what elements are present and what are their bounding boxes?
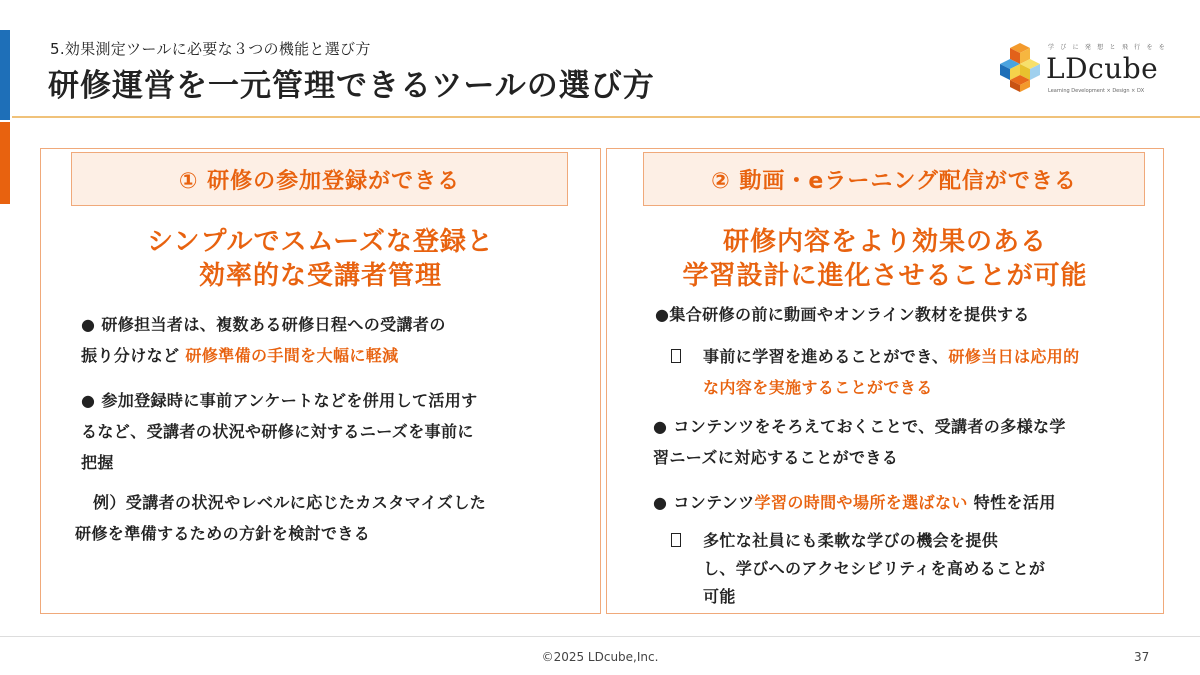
- right-point-3-text-a: ● コンテンツ: [653, 493, 755, 512]
- accent-bar-orange: [0, 122, 10, 204]
- page-title: 研修運営を一元管理できるツールの選び方: [48, 68, 655, 104]
- left-point-1: [81, 309, 446, 371]
- right-point-1-sub: [671, 341, 1080, 403]
- right-point-2: [653, 411, 1066, 473]
- page-number: 37: [1134, 650, 1150, 664]
- left-example: [75, 487, 486, 549]
- right-headline-line-1: 研修内容をより効果のある: [722, 227, 1047, 257]
- right-point-1-sub-line-1: [671, 341, 1080, 372]
- left-example-line-2: 研修を準備するための方針を検討できる: [75, 524, 371, 543]
- right-point-3: [653, 487, 1056, 518]
- left-point-2-line-1: ● 参加登録時に事前アンケートなどを併用して活用す: [81, 391, 478, 410]
- square-bullet-icon: [671, 349, 681, 363]
- right-point-2-line-1: ● コンテンツをそろえておくことで、受講者の多様な学: [653, 417, 1066, 436]
- left-point-1-text: 振り分けなど: [81, 346, 186, 365]
- right-point-3-text-b: 特性を活用: [967, 493, 1056, 512]
- left-point-1-line-2: [81, 340, 446, 371]
- right-point-1-sub-highlight-1: 研修当日は応用的: [948, 347, 1080, 366]
- left-point-1-line-1: ● 研修担当者は、複数ある研修日程への受講者の: [81, 315, 446, 334]
- title-divider: [12, 116, 1200, 118]
- left-point-1-highlight: 研修準備の手間を大幅に軽減: [185, 346, 399, 365]
- left-headline-line-1: シンプルでスムーズな登録と: [147, 227, 494, 257]
- left-point-2: [81, 385, 478, 478]
- right-point-3-sub-text-1: 多忙な社員にも柔軟な学びの機会を提供: [703, 531, 999, 550]
- copyright-text: ©2025 LDcube,Inc.: [541, 650, 659, 664]
- right-point-3-highlight: 学習の時間や場所を選ばない: [754, 493, 968, 512]
- right-point-3-sub: [671, 527, 1045, 611]
- right-point-3-sub-line-3: 可能: [703, 587, 736, 606]
- logo-tagline: 学 び に 発 想 と 飛 行 を を: [1048, 44, 1167, 51]
- left-panel-header: ① 研修の参加登録ができる: [71, 152, 568, 206]
- right-panel-headline: [607, 225, 1163, 293]
- right-point-2-line-2: 習ニーズに対応することができる: [653, 448, 899, 467]
- right-feature-panel: [606, 148, 1164, 614]
- right-point-3-sub-line-1: [671, 527, 1045, 555]
- right-point-3-sub-line-2: し、学びへのアクセシビリティを高めることが: [703, 559, 1046, 578]
- right-headline-line-2: 学習設計に進化させることが可能: [682, 261, 1088, 291]
- section-subtitle: 5.効果測定ツールに必要な３つの機能と選び方: [50, 40, 371, 58]
- footer-divider: [0, 636, 1200, 637]
- accent-bar-blue: [0, 30, 10, 120]
- right-point-1-sub-highlight-2: な内容を実施することができる: [703, 378, 933, 397]
- left-point-2-line-3: 把握: [81, 453, 114, 472]
- left-panel-headline: [41, 225, 600, 293]
- ldcube-logo: [996, 40, 1167, 100]
- right-point-1: ●集合研修の前に動画やオンライン教材を提供する: [655, 305, 1030, 324]
- left-point-2-line-2: るなど、受講者の状況や研修に対するニーズを事前に: [81, 422, 474, 441]
- square-bullet-icon: [671, 533, 681, 547]
- right-panel-header: ② 動画・eラーニング配信ができる: [643, 152, 1145, 206]
- left-headline-line-2: 効率的な受講者管理: [198, 261, 442, 291]
- logo-subline: Learning Development × Design × DX: [1048, 88, 1145, 94]
- left-example-line-1: 例）受講者の状況やレベルに応じたカスタマイズした: [93, 493, 487, 512]
- left-feature-panel: [40, 148, 601, 614]
- cube-logo-icon: [996, 42, 1046, 94]
- right-point-1-sub-text: 事前に学習を進めることができ、: [703, 347, 949, 366]
- logo-wordmark: LDcube: [1046, 52, 1159, 85]
